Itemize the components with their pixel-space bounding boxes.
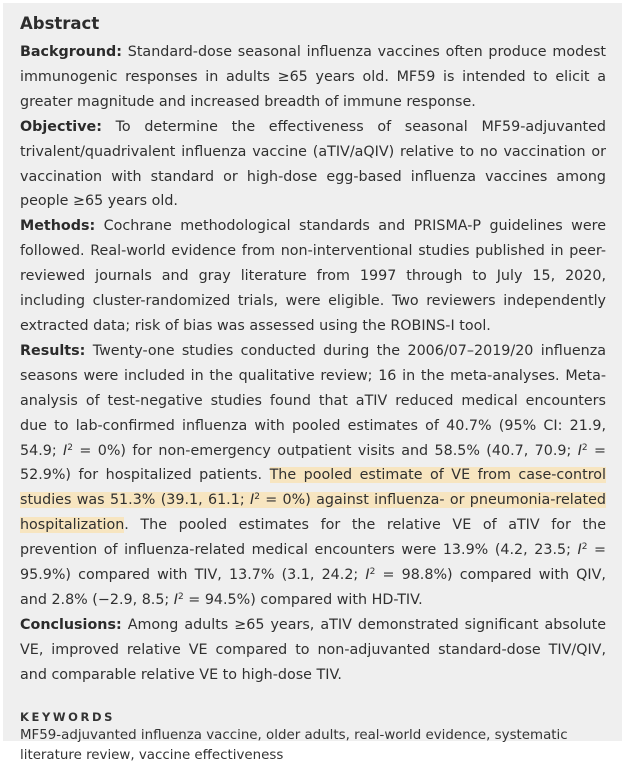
background-section bbox=[20, 40, 606, 115]
abstract-body bbox=[20, 40, 606, 688]
squared-superscript: 2 bbox=[254, 492, 260, 503]
conclusions-text: Among adults ≥65 years, aTIV demonstrated significant absolute VE, improved relative VE compared to non-adjuvanted standard-dose TIV/QIV, and comparable relative VE to high-dose TIV. bbox=[20, 616, 606, 683]
objective-text: To determine the effectiveness of seasonal MF59-adjuvanted trivalent/quadrivalent influenza vaccine (aTIV/aQIV) relative to no vaccination or vaccination with standard or high-dose egg-based influenza vaccines among people ≥65 years old. bbox=[20, 118, 606, 210]
results-text-6: = 98.8%) compared with QIV, and 2.8% (−2.9, 8.5; bbox=[20, 567, 606, 608]
i-squared-symbol: I bbox=[173, 591, 179, 608]
objective-section bbox=[20, 115, 606, 215]
i-squared-symbol: I bbox=[249, 492, 255, 509]
abstract-title: Abstract bbox=[20, 14, 100, 33]
i-squared-symbol: I bbox=[365, 567, 370, 584]
abstract-panel bbox=[3, 3, 622, 763]
results-label: Results: bbox=[20, 342, 86, 359]
results-text-5: = 95.9%) compared with TIV, 13.7% (3.1, 24.2; bbox=[20, 542, 606, 584]
methods-section bbox=[20, 214, 606, 339]
results-text-1: Twenty-one studies conducted during the 2006/07–2019/20 influenza seasons were included in the qualitative review; 16 in the meta-analyses. Meta-analysis of test-negative studies found that aTIV reduced medical encounters due to lab-confirmed influenza with pooled estimates of 40.7% (95% CI: 21.9, 54.9; bbox=[20, 342, 606, 459]
results-text-4: . The pooled estimates for the relative VE of aTIV for the prevention of influenza-related medical encounters were 13.9% (4.2, 23.5; bbox=[20, 517, 606, 559]
i-squared-symbol: I bbox=[577, 542, 582, 559]
squared-superscript: 2 bbox=[581, 542, 588, 553]
objective-label: Objective: bbox=[20, 118, 102, 135]
results-section bbox=[20, 339, 606, 613]
results-text-7: = 94.5%) compared with HD-TIV. bbox=[183, 591, 423, 608]
squared-superscript: 2 bbox=[369, 567, 376, 578]
conclusions-section bbox=[20, 613, 606, 688]
conclusions-label: Conclusions: bbox=[20, 616, 122, 633]
i-squared-symbol: I bbox=[63, 442, 68, 459]
results-text-2: = 0%) for non-emergency outpatient visits and 58.5% (40.7, 70.9; bbox=[73, 442, 578, 459]
background-label: Background: bbox=[20, 44, 122, 60]
keywords-block bbox=[20, 708, 606, 766]
squared-superscript: 2 bbox=[178, 591, 184, 602]
results-text-3: = 52.9%) for hospitalized patients. bbox=[20, 442, 607, 484]
methods-text: Cochrane methodological standards and PRISMA-P guidelines were followed. Real-world evidence from non-interventional studies published in peer-reviewed journals and gray literature from 1997 through to July 15, 2020, including cluster-randomized trials, were eligible. Two reviewers independently extracted data; risk of bias was assessed using the ROBINS-I tool. bbox=[20, 218, 606, 334]
i-squared-symbol: I bbox=[577, 442, 582, 459]
highlight-text-1: The pooled estimate of VE from case-control studies was 51.3% (39.1, 61.1; bbox=[20, 467, 606, 509]
highlight-text-2: = 0%) against influenza- or pneumonia-related hospitalization bbox=[20, 492, 606, 534]
keywords-heading: KEYWORDS bbox=[20, 709, 116, 724]
squared-superscript: 2 bbox=[581, 442, 588, 453]
methods-label: Methods: bbox=[20, 218, 96, 235]
background-text: Standard-dose seasonal influenza vaccines often produce modest immunogenic responses in adults ≥65 years old. MF59 is intended to elicit a greater magnitude and increased breadth of immune response. bbox=[20, 44, 606, 110]
squared-superscript: 2 bbox=[67, 442, 73, 453]
keywords-list: MF59-adjuvanted influenza vaccine, older adults, real-world evidence, systematic literature review, vaccine effectiveness bbox=[20, 727, 568, 763]
